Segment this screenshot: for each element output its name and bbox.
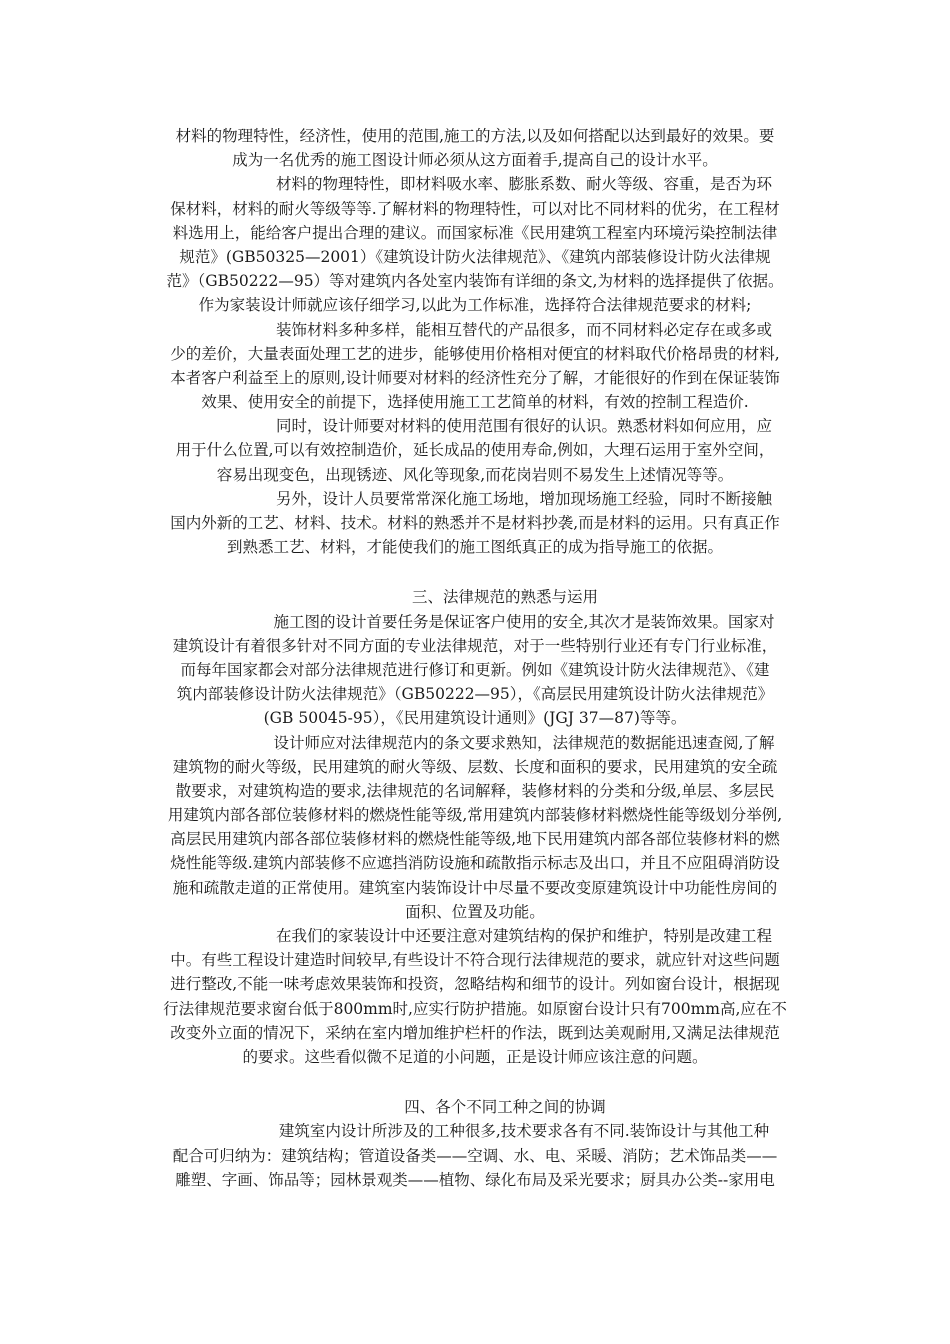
paragraph-trade-coordination xyxy=(0,1119,950,1192)
text-line: 用于什么位置,可以有效控制造价，延长成品的使用寿命,例如，大理石运用于室外空间， xyxy=(175,441,775,460)
paragraph-safety-first xyxy=(0,610,950,731)
text-line: 材料的物理特性，经济性，使用的范围,施工的方法,以及如何搭配以达到最好的效果。要 xyxy=(175,127,775,145)
text-line: 施和疏散走道的正常使用。建筑室内装饰设计中尽量不要改变原建筑设计中功能性房间的 xyxy=(172,878,778,897)
text-line: 高层民用建筑内部各部位装修材料的燃烧性能等级,地下民用建筑内部各部位装修材料的燃 xyxy=(170,830,780,849)
text-line: 容易出现变色，出现锈迹、风化等现象,而花岗岩则不易发生上述情况等等。 xyxy=(216,465,734,484)
text-line: 材料的物理特性，即材料吸水率、膨胀系数、耐火等级、容重，是否为环 xyxy=(275,175,772,194)
text-line: 效果、使用安全的前提下，选择使用施工工艺简单的材料，有效的控制工程造价. xyxy=(201,393,749,412)
paragraph-regulation-knowledge xyxy=(0,731,950,925)
text-line: 建筑室内设计所涉及的工种很多,技术要求各有不同.装饰设计与其他工种 xyxy=(278,1122,770,1141)
text-line: 料选用上，能给客户提出合理的建议。而国家标准《民用建筑工程室内环境污染控制法律 xyxy=(172,223,778,242)
text-line: 改变外立面的情况下，采纳在室内增加维护栏杆的作法，既到达美观耐用,又满足法律规范 xyxy=(170,1023,780,1042)
text-line: 建筑设计有着很多针对不同方面的专业法律规范，对于一些特别行业还有专门行业标准， xyxy=(172,636,778,655)
paragraph-physical-properties xyxy=(0,172,950,317)
text-line: 本者客户利益至上的原则,设计师要对材料的经济性充分了解，才能很好的作到在保证装饰 xyxy=(170,368,780,387)
spacer xyxy=(0,559,950,585)
text-line: 的要求。这些看似微不足道的小问题，正是设计师应该注意的问题。 xyxy=(242,1047,708,1066)
text-line: 面积、位置及功能。 xyxy=(405,902,545,921)
text-line: 到熟悉工艺、材料，才能使我们的施工图纸真正的成为指导施工的依据。 xyxy=(226,538,723,557)
text-line: 进行整改,不能一味考虑效果装饰和投资，忽略结构和细节的设计。列如窗台设计，根据现 xyxy=(170,975,780,994)
paragraph-usage-range xyxy=(0,414,950,487)
text-line: 装饰材料多种多样，能相互替代的产品很多，而不同材料必定存在或多或 xyxy=(275,320,772,339)
text-line: 雕塑、字画、饰品等；园林景观类——植物、绿化布局及采光要求；厨具办公类--家用电 xyxy=(175,1170,775,1189)
paragraph-materials-intro xyxy=(0,124,950,172)
spacer xyxy=(0,1069,950,1095)
text-line: 而每年国家都会对部分法律规范进行修订和更新。例如《建筑设计防火法律规范》、《建 xyxy=(180,660,770,679)
text-line: 作为家装设计师就应该仔细学习,以此为工作标准，选择符合法律规范要求的材料; xyxy=(198,296,752,315)
text-line: 另外，设计人员要常常深化施工场地，增加现场施工经验，同时不断接触 xyxy=(275,489,772,508)
text-line: 保材料，材料的耐火等级等等.了解材料的物理特性，可以对比不同材料的优劣，在工程材 xyxy=(170,199,780,218)
text-line: 同时，设计师要对材料的使用范围有很好的认识。熟悉材料如何应用，应 xyxy=(275,417,772,436)
text-line: 施工图的设计首要任务是保证客户使用的安全,其次才是装饰效果。国家对 xyxy=(273,612,775,631)
section-heading: 四、各个不同工种之间的协调 xyxy=(404,1098,606,1117)
text-line: 在我们的家装设计中还要注意对建筑结构的保护和维护，特别是改建工程 xyxy=(275,927,772,945)
text-line: 范》（GB50222—95）等对建筑内各处室内装饰有详细的条文,为材料的选择提供了依据。 xyxy=(166,272,784,291)
text-line: 配合可归纳为：建筑结构；管道设备类——空调、水、电、采暖、消防；艺术饰品类—— xyxy=(172,1146,778,1165)
paragraph-structure-protection xyxy=(0,924,950,1069)
text-line: 中。有些工程设计建造时间较早,有些设计不符合现行法律规范的要求，就应针对这些问题 xyxy=(170,951,780,970)
text-line: 国内外新的工艺、材料、技术。材料的熟悉并不是材料抄袭,而是材料的运用。只有真正作 xyxy=(170,514,780,532)
text-line: 筑内部装修设计防火法律规范》（GB50222—95），《高层民用建筑设计防火法律规范》 xyxy=(176,685,774,704)
section-heading: 三、法律规范的熟悉与运用 xyxy=(411,588,598,607)
text-line: (GB 50045-95），《民用建筑设计通则》(JGJ 37—87)等等。 xyxy=(263,709,687,728)
text-line: 成为一名优秀的施工图设计师必须从这方面着手,提高自己的设计水平。 xyxy=(232,151,718,170)
text-line: 少的差价，大量表面处理工艺的进步，能够使用价格相对便宜的材料取代价格昂贵的材料, xyxy=(170,344,780,363)
text-line: 烧性能等级.建筑内部装修不应遮挡消防设施和疏散指示标志及出口，并且不应阻碍消防设 xyxy=(170,854,780,873)
text-line: 散要求，对建筑构造的要求,法律规范的名词解释，装修材料的分类和分级,单层、多层民 xyxy=(175,781,775,800)
text-line: 设计师应对法律规范内的条文要求熟知，法律规范的数据能迅速查阅,了解 xyxy=(273,733,775,752)
text-line: 建筑物的耐火等级，民用建筑的耐火等级、层数、长度和面积的要求，民用建筑的安全疏 xyxy=(172,757,778,776)
paragraph-site-experience xyxy=(0,487,950,560)
paragraph-economy xyxy=(0,318,950,415)
text-line: 行法律规范要求窗台低于800mm时,应实行防护措施。如原窗台设计只有700mm高,应在不 xyxy=(163,999,787,1018)
document-page xyxy=(0,124,950,1192)
text-line: 用建筑内部各部位装修材料的燃烧性能等级,常用建筑内部装修材料燃烧性能等级划分举例, xyxy=(167,806,783,825)
text-line: 规范》(GB50325—2001）《建筑设计防火法律规范》、《建筑内部装修设计防火法律规 xyxy=(179,247,771,266)
